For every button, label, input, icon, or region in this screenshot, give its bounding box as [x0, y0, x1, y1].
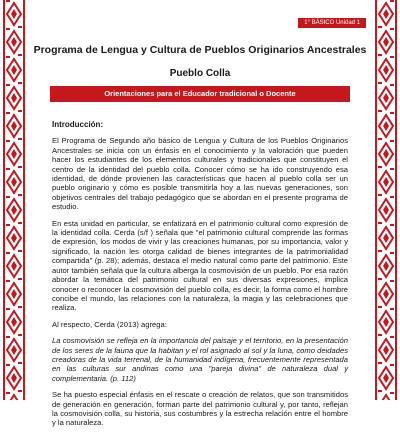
andean-pattern-icon — [0, 0, 28, 400]
paragraph: El Programa de Segundo año básico de Lengua y Cultura de los Pueblos Originarios Ancestrales se inicia con un énfasis en el conocimiento y la valoración que pueden hacer los estudiantes de los elementos culturales y tradicionales que constituyen el centro de la identidad del pueblo colla. Conocer cómo se ha ido construyendo esa identidad, de dónde provienen las características que hacen al pueblo colla ser un pueblo originario y cómo es posible transmitirla hoy a las nuevas generaciones, son objetivos centrales del trabajo pedagógico que se abordan en el presente programa de estudio. — [52, 136, 348, 212]
decorative-border-left — [0, 0, 28, 400]
paragraph: Se ha puesto especial énfasis en el rescate o creación de relatos, que son transmitidos de generación en generación, forman parte del patrimonio cultural y, por tanto, reflejan la cosmovisión colla, su historia, sus costumbres y la estrecha relación entre el hombre y la naturaleza. — [52, 390, 348, 428]
paragraph: Al respecto, Cerda (2013) agrega: — [52, 319, 167, 329]
document-title: Programa de Lengua y Cultura de Pueblos Originarios Ancestrales — [33, 44, 367, 56]
block-quote: La cosmovisión se refleja en la importancia del paisaje y el territorio, en la presentación de los seres de la fauna que la habitan y el rol asignado al sol y la luna, como deidades creadoras de la vida terrenal, de la humanidad indígena, frecuentemente representada en las culturas sur andinas como una "pareja divina" de naturaleza dual y complementaria. (p. 112) — [52, 336, 348, 383]
paragraph: En esta unidad en particular, se enfatizará en el patrimonio cultural como expresión de la identidad colla. Cerda (s/f ) señala que "el patrimonio cultural comprende las formas de expresión, los modos de vivir y las creaciones humanas, por su importancia, valor y significado, la nación les otorga calidad de bienes integrantes de la patrimonialidad compartida" (p. 28); además, destaca el medio natural como parte del patrimonio. Este autor también señala que la cultura alberga la cosmovisión de un pueblo. Por esa razón abordar la temática del patrimonio cultural en sus diversas expresiones, implica conocer o reconocer la cosmovisión del pueblo colla, es decir, la forma como el hombre concibe el mundo, las relaciones con la naturaleza, la magia y las celebraciones que realiza. — [52, 218, 348, 313]
andean-pattern-icon — [372, 0, 400, 400]
grade-unit-badge: 1° BÁSICO Unidad 1 — [298, 18, 366, 28]
document-page — [28, 0, 372, 428]
document-subtitle: Pueblo Colla — [169, 68, 231, 79]
document-body — [52, 120, 348, 435]
section-banner: Orientaciones para el Educador tradicional o Docente — [50, 86, 350, 102]
section-heading: Introducción: — [52, 120, 104, 129]
decorative-border-right — [372, 0, 400, 400]
